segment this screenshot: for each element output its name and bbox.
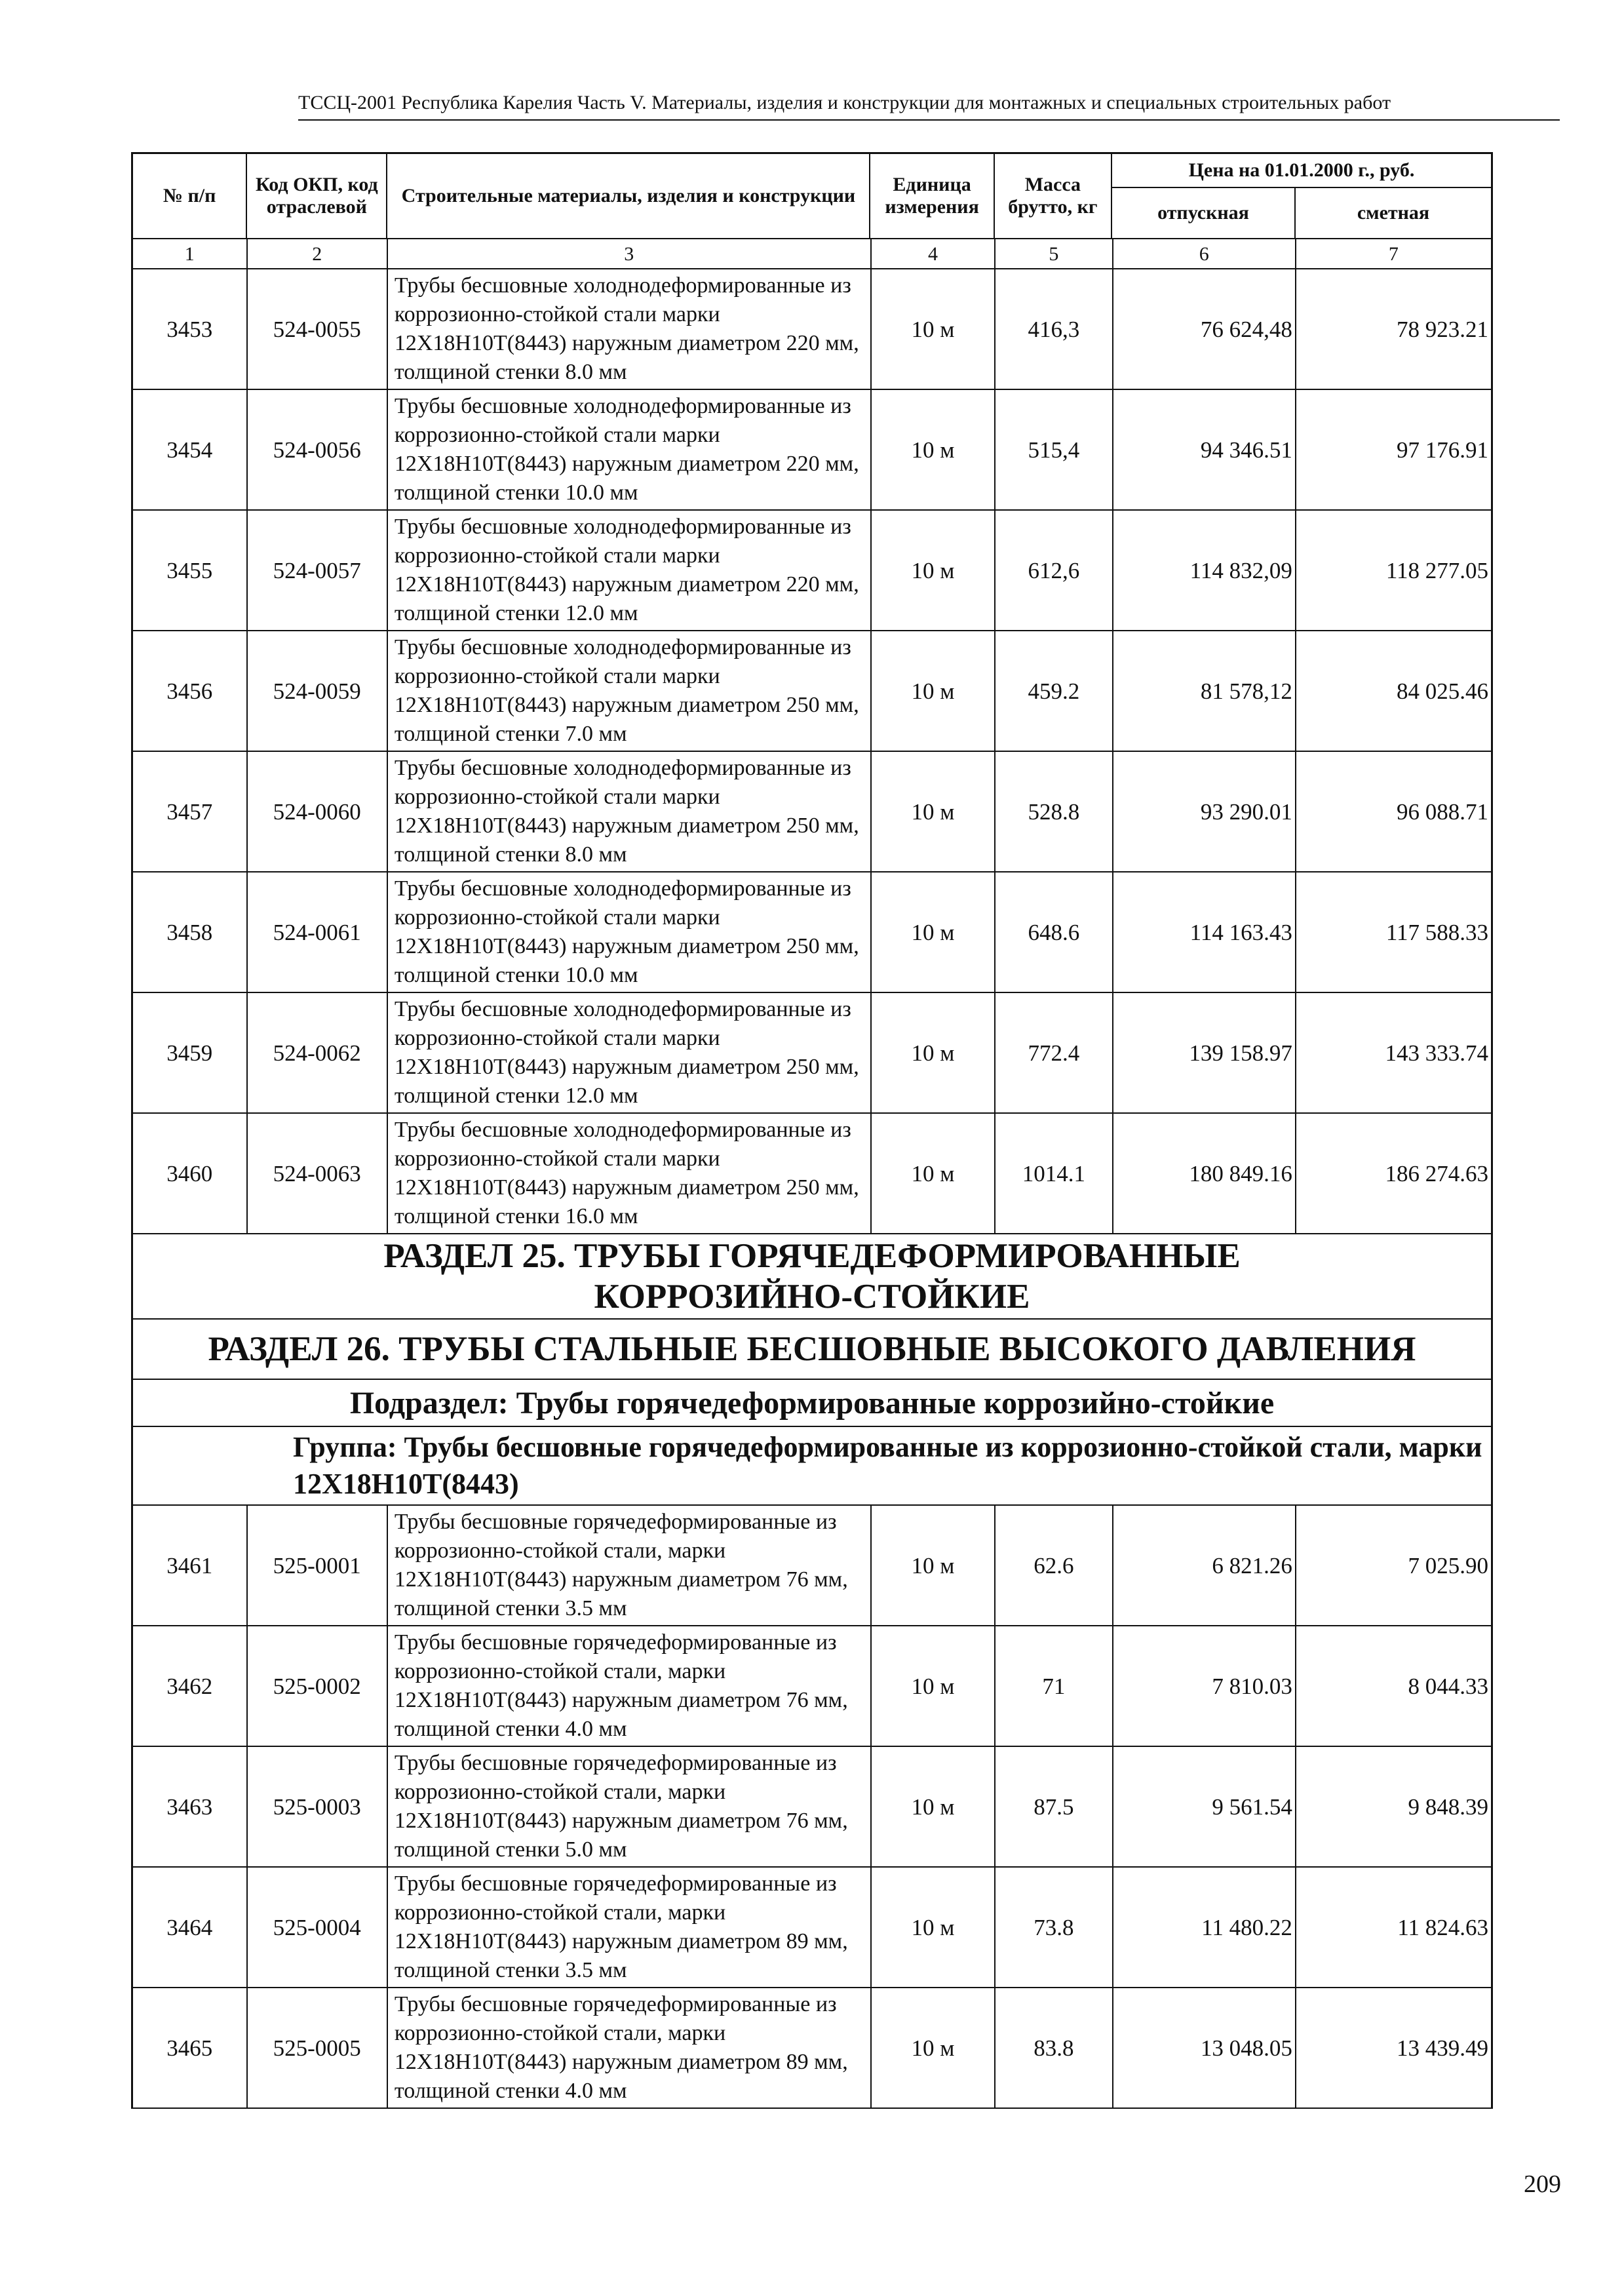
page-header: ТССЦ-2001 Республика Карелия Часть V. Материалы, изделия и конструкции для монтажных и специальных строительных работ <box>298 92 1560 121</box>
section-26-heading <box>131 1320 1493 1380</box>
row-number: 3459 <box>133 993 248 1112</box>
col-header-material: Строительные материалы, изделия и конструкции <box>387 154 870 238</box>
row-number: 3456 <box>133 631 248 751</box>
row-price-release: 9 561.54 <box>1113 1747 1296 1866</box>
table-row <box>131 752 1493 872</box>
subsection-title: Подраздел: Трубы горячедеформированные коррозийно-стойкие <box>349 1385 1275 1421</box>
row-code: 524-0061 <box>248 872 388 992</box>
row-mass: 528.8 <box>996 752 1113 871</box>
row-unit: 10 м <box>872 390 996 509</box>
row-unit: 10 м <box>872 872 996 992</box>
row-price-estimate: 143 333.74 <box>1385 1040 1489 1066</box>
row-code: 524-0056 <box>248 390 388 509</box>
row-mass: 459.2 <box>996 631 1113 751</box>
row-code: 524-0060 <box>248 752 388 871</box>
col-header-price-release: отпускная <box>1112 188 1296 238</box>
row-code: 524-0055 <box>248 269 388 389</box>
price-table <box>131 152 1493 2109</box>
row-mass: 83.8 <box>996 1988 1113 2107</box>
col-header-price-estimate: сметная <box>1357 202 1430 224</box>
row-mass: 772.4 <box>996 993 1113 1112</box>
row-number: 3453 <box>133 269 248 389</box>
row-unit: 10 м <box>872 631 996 751</box>
table-row <box>131 1626 1493 1747</box>
row-price-estimate: 96 088.71 <box>1397 798 1489 825</box>
column-number: 5 <box>996 239 1113 268</box>
row-price-estimate: 7 025.90 <box>1408 1552 1489 1578</box>
column-number: 1 <box>133 239 248 268</box>
row-mass: 87.5 <box>996 1747 1113 1866</box>
column-number: 3 <box>388 239 872 268</box>
row-price-release: 13 048.05 <box>1113 1988 1296 2107</box>
row-price-estimate: 118 277.05 <box>1385 557 1489 583</box>
col-header-mass: Масса брутто, кг <box>995 154 1112 238</box>
col-header-code: Код ОКП, код отраслевой <box>247 154 387 238</box>
row-unit: 10 м <box>872 1747 996 1866</box>
row-number: 3463 <box>133 1747 248 1866</box>
row-description: Трубы бесшовные холоднодеформированные из коррозионно-стойкой стали марки 12Х18Н10Т(8443) наружным диаметром 250 мм, толщиной стенки 12.0 мм <box>388 993 872 1112</box>
row-price-release: 7 810.03 <box>1113 1626 1296 1746</box>
section-25-title: РАЗДЕЛ 25. ТРУБЫ ГОРЯЧЕДЕФОРМИРОВАННЫЕ КОРРОЗИЙНО-СТОЙКИЕ <box>383 1237 1241 1316</box>
row-unit: 10 м <box>872 993 996 1112</box>
row-description: Трубы бесшовные холоднодеформированные из коррозионно-стойкой стали марки 12Х18Н10Т(8443) наружным диаметром 250 мм, толщиной стенки 10.0 мм <box>388 872 872 992</box>
row-code: 525-0002 <box>248 1626 388 1746</box>
table-row <box>131 1868 1493 1988</box>
row-unit: 10 м <box>872 1868 996 1987</box>
row-code: 525-0005 <box>248 1988 388 2107</box>
row-price-release: 180 849.16 <box>1113 1114 1296 1233</box>
row-description: Трубы бесшовные холоднодеформированные из коррозионно-стойкой стали марки 12Х18Н10Т(8443) наружным диаметром 250 мм, толщиной стенки 8.0 мм <box>388 752 872 871</box>
row-number: 3461 <box>133 1506 248 1625</box>
row-price-estimate: 117 588.33 <box>1385 919 1489 945</box>
row-price-estimate: 11 824.63 <box>1397 1914 1489 1940</box>
row-unit: 10 м <box>872 1988 996 2107</box>
column-number-row <box>131 239 1493 269</box>
row-description: Трубы бесшовные горячедеформированные из коррозионно-стойкой стали, марки 12Х18Н10Т(8443) наружным диаметром 76 мм, толщиной стенки 5.0 мм <box>388 1747 872 1866</box>
row-code: 525-0003 <box>248 1747 388 1866</box>
row-number: 3458 <box>133 872 248 992</box>
row-unit: 10 м <box>872 752 996 871</box>
row-price-release: 139 158.97 <box>1113 993 1296 1112</box>
row-number: 3454 <box>133 390 248 509</box>
column-number: 7 <box>1388 243 1399 265</box>
row-code: 524-0059 <box>248 631 388 751</box>
col-header-unit: Единица измерения <box>870 154 994 238</box>
row-number: 3465 <box>133 1988 248 2107</box>
row-price-release: 94 346.51 <box>1113 390 1296 509</box>
price-group-title: Цена на 01.01.2000 г., руб. <box>1112 154 1491 188</box>
row-price-estimate: 9 848.39 <box>1408 1794 1489 1820</box>
row-price-estimate: 78 923.21 <box>1397 316 1489 342</box>
row-unit: 10 м <box>872 1506 996 1625</box>
row-description: Трубы бесшовные холоднодеформированные из коррозионно-стойкой стали марки 12Х18Н10Т(8443) наружным диаметром 250 мм, толщиной стенки 16.0 мм <box>388 1114 872 1233</box>
row-price-release: 76 624,48 <box>1113 269 1296 389</box>
row-price-estimate: 13 439.49 <box>1397 2035 1489 2061</box>
table-row <box>131 1988 1493 2109</box>
row-description: Трубы бесшовные холоднодеформированные из коррозионно-стойкой стали марки 12Х18Н10Т(8443) наружным диаметром 250 мм, толщиной стенки 7.0 мм <box>388 631 872 751</box>
row-description: Трубы бесшовные горячедеформированные из коррозионно-стойкой стали, марки 12Х18Н10Т(8443) наружным диаметром 76 мм, толщиной стенки 4.0 мм <box>388 1626 872 1746</box>
row-price-estimate: 186 274.63 <box>1385 1160 1489 1186</box>
section-26-title: РАЗДЕЛ 26. ТРУБЫ СТАЛЬНЫЕ БЕСШОВНЫЕ ВЫСОКОГО ДАВЛЕНИЯ <box>208 1330 1416 1368</box>
section-25-heading <box>131 1234 1493 1320</box>
row-price-release: 114 832,09 <box>1113 511 1296 630</box>
table-header-row <box>131 154 1493 239</box>
col-header-num: № п/п <box>133 154 247 238</box>
row-price-estimate: 84 025.46 <box>1397 678 1489 704</box>
row-number: 3460 <box>133 1114 248 1233</box>
table-row <box>131 631 1493 752</box>
page-number: 209 <box>1524 2170 1561 2198</box>
row-code: 524-0057 <box>248 511 388 630</box>
row-mass: 71 <box>996 1626 1113 1746</box>
row-mass: 62.6 <box>996 1506 1113 1625</box>
row-price-estimate: 8 044.33 <box>1408 1673 1489 1699</box>
row-price-release: 11 480.22 <box>1113 1868 1296 1987</box>
row-unit: 10 м <box>872 1114 996 1233</box>
row-unit: 10 м <box>872 1626 996 1746</box>
table-row <box>131 511 1493 631</box>
column-number: 6 <box>1113 239 1296 268</box>
row-description: Трубы бесшовные холоднодеформированные из коррозионно-стойкой стали марки 12Х18Н10Т(8443) наружным диаметром 220 мм, толщиной стенки 10.0 мм <box>388 390 872 509</box>
row-description: Трубы бесшовные холоднодеформированные из коррозионно-стойкой стали марки 12Х18Н10Т(8443) наружным диаметром 220 мм, толщиной стенки 8.0 мм <box>388 269 872 389</box>
row-price-release: 81 578,12 <box>1113 631 1296 751</box>
subsection-heading <box>131 1380 1493 1427</box>
row-code: 525-0001 <box>248 1506 388 1625</box>
table-row <box>131 1114 1493 1234</box>
row-unit: 10 м <box>872 511 996 630</box>
row-code: 524-0063 <box>248 1114 388 1233</box>
row-unit: 10 м <box>872 269 996 389</box>
col-header-price-group <box>1112 154 1491 238</box>
row-number: 3457 <box>133 752 248 871</box>
row-mass: 1014.1 <box>996 1114 1113 1233</box>
row-description: Трубы бесшовные горячедеформированные из коррозионно-стойкой стали, марки 12Х18Н10Т(8443) наружным диаметром 89 мм, толщиной стенки 4.0 мм <box>388 1988 872 2107</box>
column-number: 2 <box>248 239 388 268</box>
row-description: Трубы бесшовные горячедеформированные из коррозионно-стойкой стали, марки 12Х18Н10Т(8443) наружным диаметром 89 мм, толщиной стенки 3.5 мм <box>388 1868 872 1987</box>
row-mass: 73.8 <box>996 1868 1113 1987</box>
table-row <box>131 390 1493 511</box>
row-price-release: 6 821.26 <box>1113 1506 1296 1625</box>
row-mass: 416,3 <box>996 269 1113 389</box>
table-row <box>131 1506 1493 1626</box>
table-row <box>131 1747 1493 1868</box>
column-number: 4 <box>872 239 996 268</box>
row-price-estimate: 97 176.91 <box>1397 437 1489 463</box>
group-heading <box>131 1427 1493 1506</box>
row-price-release: 93 290.01 <box>1113 752 1296 871</box>
table-row <box>131 269 1493 390</box>
row-code: 524-0062 <box>248 993 388 1112</box>
row-mass: 648.6 <box>996 872 1113 992</box>
group-title: Группа: Трубы бесшовные горячедеформированные из коррозионно-стойкой стали, марки 12Х18Н10Т(8443) <box>293 1431 1482 1500</box>
row-number: 3464 <box>133 1868 248 1987</box>
row-code: 525-0004 <box>248 1868 388 1987</box>
table-row <box>131 872 1493 993</box>
row-number: 3455 <box>133 511 248 630</box>
row-price-release: 114 163.43 <box>1113 872 1296 992</box>
row-mass: 612,6 <box>996 511 1113 630</box>
row-mass: 515,4 <box>996 390 1113 509</box>
row-description: Трубы бесшовные горячедеформированные из коррозионно-стойкой стали, марки 12Х18Н10Т(8443) наружным диаметром 76 мм, толщиной стенки 3.5 мм <box>388 1506 872 1625</box>
table-row <box>131 993 1493 1114</box>
row-number: 3462 <box>133 1626 248 1746</box>
row-description: Трубы бесшовные холоднодеформированные из коррозионно-стойкой стали марки 12Х18Н10Т(8443) наружным диаметром 220 мм, толщиной стенки 12.0 мм <box>388 511 872 630</box>
